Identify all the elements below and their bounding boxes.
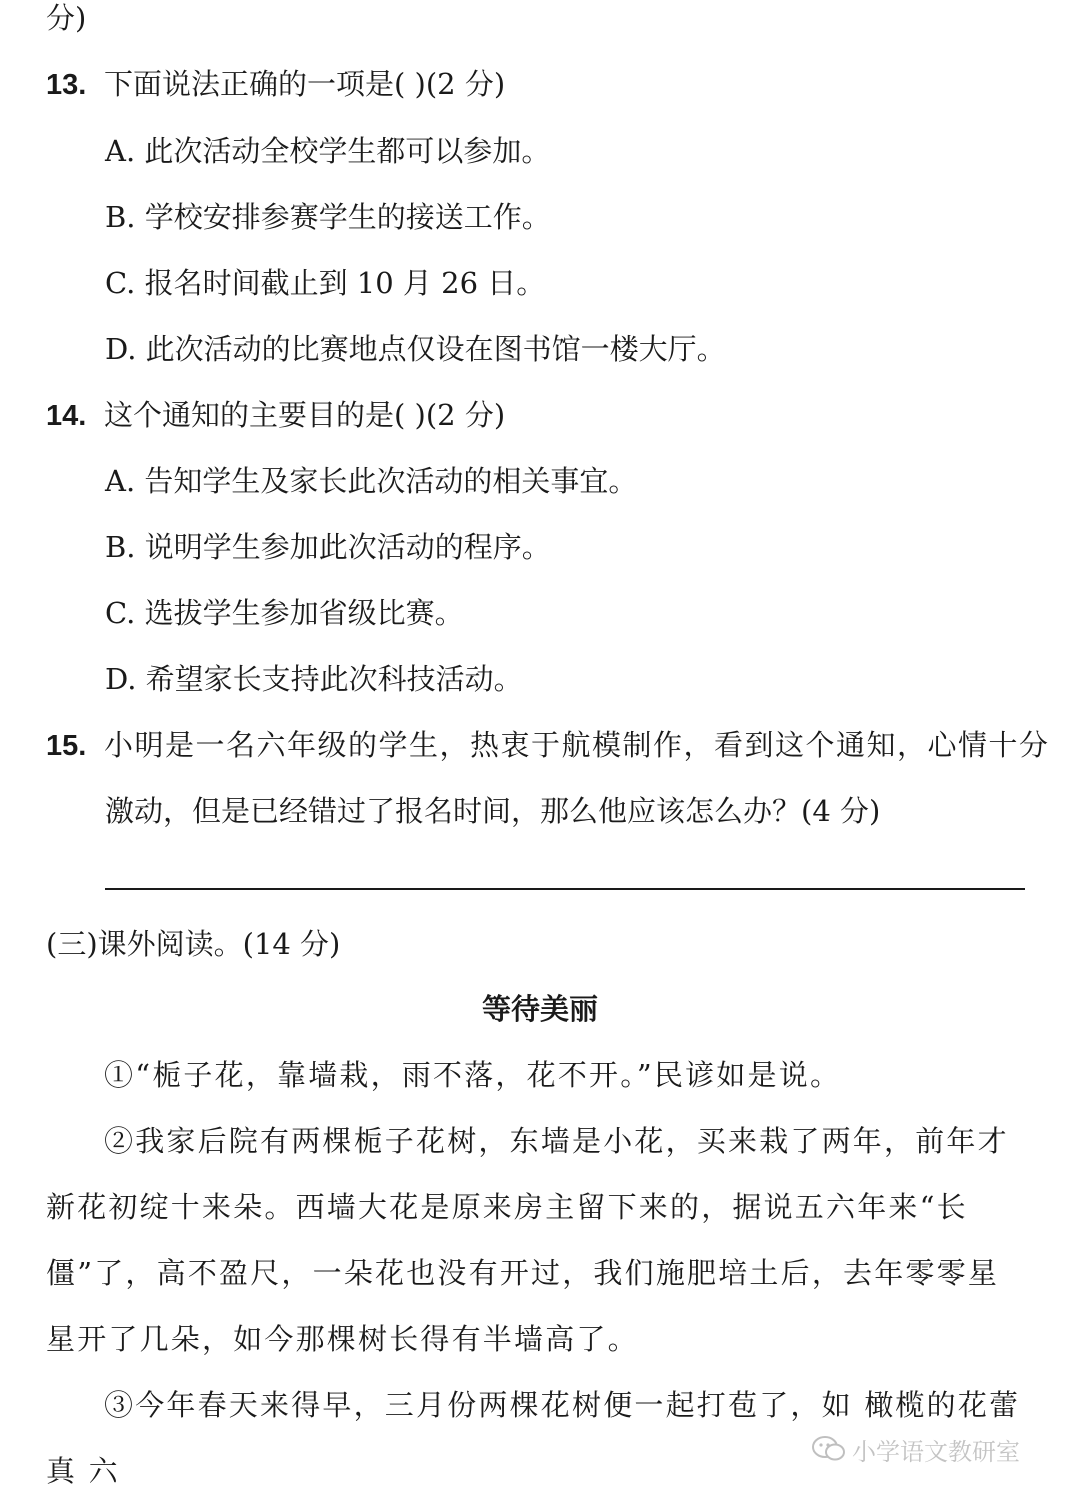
previous-question-fragment: 分) (46, 1, 87, 35)
option-a: A. 告知学生及家长此次活动的相关事宜。 (105, 464, 638, 498)
question-number: 14. (46, 400, 87, 432)
option-d: D. 此次活动的比赛地点仅设在图书馆一楼大厅。 (105, 332, 726, 366)
option-b: B. 学校安排参赛学生的接送工作。 (105, 200, 551, 234)
option-a: A. 此次活动全校学生都可以参加。 (105, 134, 551, 168)
option-c: C. 报名时间截止到 10 月 26 日。 (105, 266, 546, 300)
question-stem: 下面说法正确的一项是( )(2 分) (104, 67, 506, 101)
passage-paragraph-2: ②我家后院有两棵栀子花树，东墙是小花，买来栽了两年，前年才新花初绽十来朵。西墙大花是原来房主留下来的，据说五六年来“长僵”了，高不盈尺，一朵花也没有开过，我们施肥培土后，去年零零星星开了几朵，如今那棵树长得有半墙高了。 (46, 1124, 1009, 1356)
question-14 (46, 395, 505, 436)
watermark (812, 1432, 1020, 1466)
passage-paragraph-3: ③今年春天来得早，三月份两棵花树便一起打苞了，如 橄榄的花蕾真 六 (46, 1388, 1021, 1488)
question-stem-line-1: 小明是一名六年级的学生，热衷于航模制作，看到这个通知，心情十分 (104, 728, 1050, 762)
section-heading: (三)课外阅读。(14 分) (46, 927, 341, 961)
question-stem-line-2: 激动，但是已经错过了报名时间，那么他应该怎么办？(4 分) (105, 794, 881, 828)
watermark-text: 小学语文教研室 (852, 1437, 1020, 1466)
chat-bubble-icon (812, 1435, 846, 1463)
question-number: 13. (46, 69, 87, 101)
option-b: B. 说明学生参加此次活动的程序。 (105, 530, 551, 564)
question-13 (46, 64, 505, 105)
option-d: D. 希望家长支持此次科技活动。 (105, 662, 523, 696)
question-number: 15. (46, 730, 87, 762)
option-c: C. 选拔学生参加省级比赛。 (105, 596, 464, 630)
question-stem: 这个通知的主要目的是( )(2 分) (104, 398, 506, 432)
answer-line[interactable] (105, 888, 1025, 890)
passage-paragraph-1: ①“栀子花，靠墙栽，雨不落，花不开。”民谚如是说。 (104, 1058, 842, 1092)
passage-title: 等待美丽 (481, 992, 598, 1026)
question-15 (46, 725, 1050, 766)
